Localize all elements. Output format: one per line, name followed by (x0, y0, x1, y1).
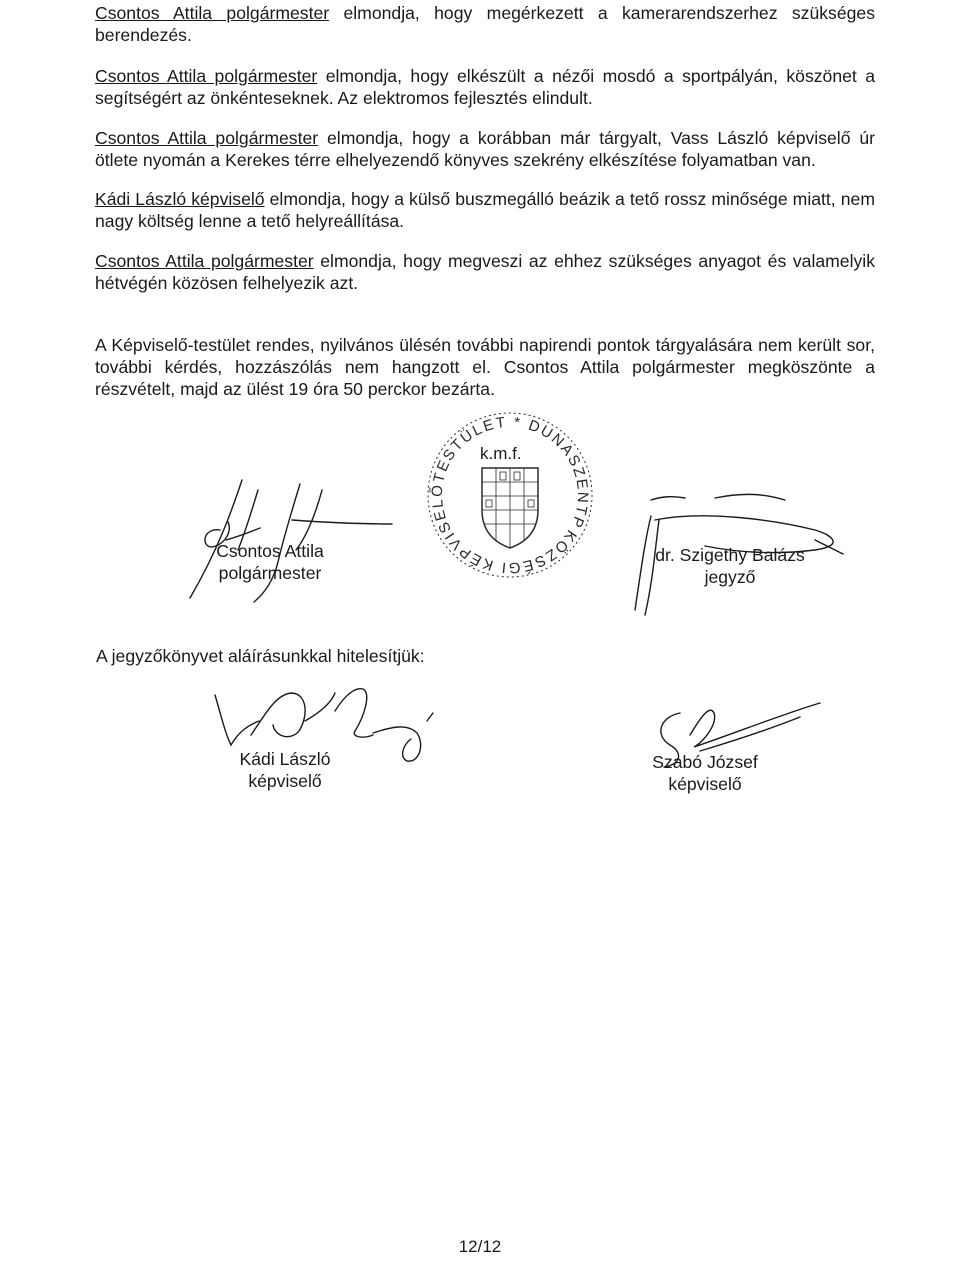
closing-paragraph: A Képviselő-testület rendes, nyilvános ülésén további napirendi pontok tárgyalására nem került sor, további kérdés, hozzászólás nem hangzott el. Csontos Attila polgármester megköszönte a részvételt, majd az ülést 19 óra 50 perckor bezárta. (95, 335, 875, 399)
signatory-name: Szabó József (652, 752, 758, 772)
speaker-name: Kádi László képviselő (95, 189, 265, 209)
paragraph-text: elmondja, hogy megérkezett a kamerarendszerhez szükséges berendezés. (95, 3, 875, 45)
signatory-notary (615, 544, 845, 588)
paragraph-text: elmondja, hogy a korábban már tárgyalt, Vass László képviselő úr ötlete nyomán a Kerekes térre elhelyezendő könyves szekrény elkészítése folyamatban van. (95, 128, 875, 170)
signatory-mayor (180, 540, 360, 584)
signatory-title: jegyző (704, 567, 756, 587)
paragraph-1 (95, 2, 875, 46)
paragraph-text: elmondja, hogy elkészült a nézői mosdó a sportpályán, köszönet a segítségért az önkénteseknek. Az elektromos fejlesztés elindult. (95, 66, 875, 108)
speaker-name: Csontos Attila polgármester (95, 3, 330, 23)
signatory-szabo (620, 751, 790, 795)
signatory-kadi (200, 748, 370, 792)
paragraph-text: elmondja, hogy megveszi az ehhez szükséges anyagot és valamelyik hétvégén közösen felhelyezik azt. (95, 251, 875, 293)
signatory-name: dr. Szigethy Balázs (655, 545, 805, 565)
stamp-ring-text: KÖZSÉGI KÉPVISELŐTESTÜLET * DUNASZENTPÁL (428, 413, 592, 577)
speaker-name: Csontos Attila polgármester (95, 128, 319, 148)
signatory-name: Kádi László (239, 749, 331, 769)
stamp-kmf: k.m.f. (480, 444, 522, 463)
speaker-name: Csontos Attila polgármester (95, 251, 314, 271)
paragraph-text: elmondja, hogy a külső buszmegálló beázik a tető rossz minősége miatt, nem nagy költség lenne a tető helyreállítása. (95, 189, 875, 231)
official-stamp (420, 410, 600, 580)
speaker-name: Csontos Attila polgármester (95, 66, 318, 86)
signatory-name: Csontos Attila (216, 541, 324, 561)
page-number: 12/12 (458, 1237, 502, 1256)
authentication-note: A jegyzőkönyvet aláírásunkkal hitelesítjük: (96, 646, 425, 666)
paragraph-2 (95, 65, 875, 109)
paragraph-5 (95, 250, 875, 294)
signatory-title: képviselő (668, 774, 742, 794)
signatory-title: polgármester (218, 563, 322, 583)
signatory-title: képviselő (248, 771, 322, 791)
paragraph-3 (95, 127, 875, 171)
paragraph-4 (95, 188, 875, 232)
